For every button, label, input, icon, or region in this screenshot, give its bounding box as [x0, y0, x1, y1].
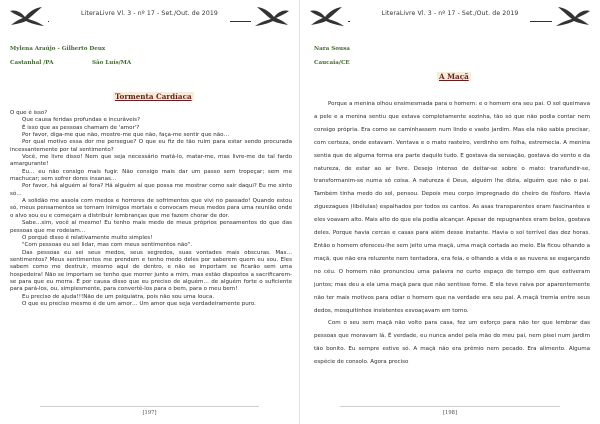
page-number-label: [197] [142, 410, 157, 416]
paragraph: Por favor, diga-me que não, mostre-me que não, faça-me sentir que não… [22, 132, 230, 139]
footer-rule [40, 406, 259, 407]
author-names: Mylena Araújo - Gilberto Deux [10, 46, 106, 52]
swallow-emblem-icon [554, 5, 592, 27]
header-title: LiteraLivre Vl. 3 - nº 17 - Set./Out. de 2019 [81, 10, 218, 17]
page-header [8, 5, 291, 25]
swallow-emblem-icon [253, 5, 291, 27]
paragraph: Você, me livre disso! Nem que seja necessário matá-lo, matar-me, mas livre-me de tal fardo amargurante! [10, 154, 292, 168]
story-body [314, 98, 590, 369]
author-name: Nara Sousa [314, 46, 350, 52]
page-number [300, 410, 600, 416]
paragraph: Sabe…sim, você aí mesmo! Eu tenho mais medo de meus próprios pensamentos do que das pessoas que me rodeiam… [10, 220, 292, 234]
paragraph: Por favor, há alguém aí fora? Há alguém aí que possa me mostrar como sair daqui? Eu me sinto só… [10, 183, 292, 197]
story-body [10, 110, 292, 308]
paragraph: Eu preciso de ajuda!!!Não de um psiquiatra, pois não sou uma louca. [22, 293, 215, 300]
paragraph: Das pessoas eu sei seus medos, seus segredos, suas vontades mais obscuras. Mas… sentimentos? Meus sentimentos me prendem e tenho medo deles por saberem quem eu sou. Eles sabem como me destruir, mesmo aqui de dentro, e não se importam se ficarão sem uma hospedeira! Não se importam se tenho que morrer junto a mim, mas estão dispostos a sacrificarem-se para que eu morra. É por causa disso que eu preciso de alguém… de alguém forte o suficiente para pará-los, ou, simplesmente, para convertê-los para o bem, para o meu bem! [10, 249, 292, 293]
story-title: Tormenta Cardíaca [115, 92, 192, 101]
page-header [308, 5, 592, 25]
paragraph: É isso que as pessoas chamam de 'amor'? [22, 124, 140, 131]
paragraph: O porquê disso é relativamente muito simples! [22, 234, 153, 241]
author-city: Caucaia/CE [314, 60, 350, 66]
paragraph: Que causa feridas profundas e incuráveis? [22, 117, 141, 124]
header-rule-left [48, 21, 49, 22]
header-rule-right [530, 21, 552, 22]
footer-rule [340, 406, 560, 407]
paragraph: Eu… eu não consigo mais fugir. Não consigo mais dar um passo sem tropeçar; sem me machucar; sem sofrer dores insanas… [10, 168, 292, 183]
paragraph: Por qual motivo essa dor me persegue? O que eu fiz de tão ruim para estar sendo procurada incessantemente por tal sentimento? [10, 139, 292, 153]
paragraph: Com o seu sem maçã não volto para casa, fez um esforço para não ter que lembrar das pessoas que moravam lá. É verdade, eu nunca andei pela mão do meu pai, nem pisei num jardim tão bonito. Eu sempre estive só. A maçã não era prêmio nem pecado. Era alimento. Alguma espécie de consolo. Agora preciso [314, 320, 590, 366]
paragraph: Porque a menina olhou ensimesmada para o homem: e o homem era seu pai. O sol queimava a pele e a menina sentiu que estava completamente sozinha, tão só que não podia contar nem consigo própria. Era como se caminhassem num lindo e vasto jardim. Mas ela não sabia precisar, com certeza, onde estavam. Ventava e o mato rasteiro, verdinho em folha, estremecia. A menina sentia que de alguma forma era parte daquilo tudo. E gostava da sensação, gostava do vento e da natureza, de estar ao ar livre. Desejo intenso de deitar-se sobre o mato: transfundir-se, transformanim-se numa só coisa. A natureza é Deus, alguém lhe dizia, alguém que não o pai. Também tinha medo do sol, pensou. Depois meu corpo impregnado do cheiro de fósforo. Havia ziguezagues (libélulas) espalhados por todos os cantos. As asas transparentes eram fascinantes e eles voavam alto. Mais alto do que ela podia alcançar. Apesar de repugnantes eram belos, gostava deles. Porque havia cercas e casas para além desse instante. Havia o sol terrível das dez horas. Então o homem ofereceu-lhe sem jeito uma maçã, uma maçã cortada ao meio. Ela ficou olhando a maçã, que não era reluzente nem tentadora, era feia, e olhando a vida e as nuvens se esgarçando no céu. O homem não pronunciou uma palavra no curto espaço de tempo em que estiveram juntos; mas deu a ela uma maçã para que não sentisse fome. E ela teve raiva por aparentemente não ter mais motivos para odiar o homem que na verdade era seu pai. A maçã tremia entre seus dedos, mosquitinhos insistentes esvoaçavam em torno. [314, 101, 590, 314]
header-title: LiteraLivre Vl. 3 - nº 17 - Set./Out. de 2019 [381, 10, 519, 17]
author-city-1: Castanhal /PA [10, 60, 54, 66]
page-number [0, 410, 299, 416]
header-rule-right [230, 21, 251, 22]
paragraph: "Com pessoas eu sei lidar, mas com meus sentimentos não". [22, 242, 193, 249]
story-title: A Maçã [439, 72, 469, 81]
page-number-label: [198] [443, 410, 457, 416]
right-page [300, 0, 600, 424]
paragraph: A solidão me assola com medos e horrores de sofrimentos que vivi no passado! Quando estou só, meus pensamentos se tornam inimigos mortais e convocam meus medos para uma reunião onde o alvo sou eu e começam a distribuir lembranças que me fazem chorar de dor. [10, 198, 292, 219]
paragraph: O que eu preciso mesmo é de um amor… Um amor que seja verdadeiramente puro. [22, 300, 256, 307]
header-rule-left [348, 21, 350, 22]
author-city-2: São Luís/MA [92, 60, 132, 66]
paragraph: O que é isso? [10, 110, 48, 116]
